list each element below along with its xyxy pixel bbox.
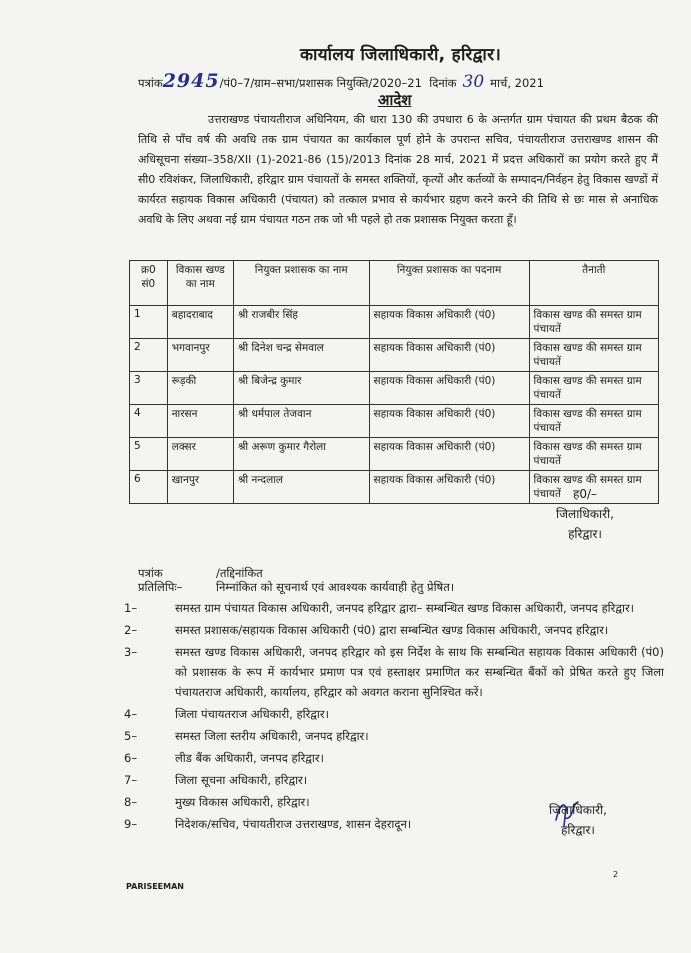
list-item-number: 4–	[124, 707, 138, 721]
cell-name: श्री नन्दलाल	[233, 471, 369, 504]
list-item-number: 5–	[124, 729, 138, 743]
list-item-number: 8–	[124, 795, 138, 809]
list-item-number: 2–	[124, 623, 138, 637]
table-row	[130, 438, 659, 471]
list-item-number: 9–	[124, 817, 138, 831]
order-heading: आदेश	[378, 91, 412, 109]
col-header-serial: क्र0 सं0	[130, 261, 168, 306]
col-header-name: नियुक्त प्रशासक का नाम	[233, 261, 369, 306]
list-item-text: लीड बैंक अधिकारी, जनपद हरिद्वार।	[175, 751, 324, 765]
table-row	[130, 339, 659, 372]
cell-block: रूड़की	[167, 372, 233, 405]
cell-serial: 2	[130, 339, 168, 372]
list-item-number: 3–	[124, 645, 138, 659]
signatory-title: जिलाधिकारी,	[549, 803, 607, 817]
signatory-place: हरिद्वार।	[561, 823, 595, 837]
cell-serial: 5	[130, 438, 168, 471]
list-item	[124, 704, 664, 724]
list-item	[124, 770, 664, 790]
date-rest: मार्च, 2021	[490, 76, 544, 90]
ref-suffix: /पं0–7/ग्राम–सभा/प्रशासक नियुक्ति/2020–21	[219, 76, 422, 90]
list-item-text: समस्त ग्राम पंचायत विकास अधिकारी, जनपद हरिद्वार द्वारा– सम्बन्धित खण्ड विकास अधिकारी, जनपद हरिद्वार।	[175, 601, 635, 615]
cell-block: नारसन	[167, 405, 233, 438]
cell-name: श्री अरूण कुमार गैरोला	[233, 438, 369, 471]
cell-block: लक्सर	[167, 438, 233, 471]
list-item-text: समस्त प्रशासक/सहायक विकास अधिकारी (पं0) द्वारा सम्बन्धित खण्ड विकास अधिकारी, जनपद हरिद्वार।	[175, 623, 609, 637]
ref-prefix: पत्रांक	[138, 76, 163, 90]
list-item-text: जिला सूचना अधिकारी, हरिद्वार।	[175, 773, 308, 787]
cell-serial: 1	[130, 306, 168, 339]
cell-posting: विकास खण्ड की समस्त ग्राम पंचायतें	[529, 339, 658, 372]
cell-designation: सहायक विकास अधिकारी (पं0)	[369, 306, 529, 339]
cell-name: श्री बिजेन्द्र कुमार	[233, 372, 369, 405]
table-header-row	[130, 261, 659, 306]
list-item-number: 6–	[124, 751, 138, 765]
signatory-title: जिलाधिकारी,	[556, 507, 614, 521]
list-item-text: मुख्य विकास अधिकारी, हरिद्वार।	[175, 795, 310, 809]
cell-name: श्री राजबीर सिंह	[233, 306, 369, 339]
cell-name: श्री दिनेश चन्द्र सेमवाल	[233, 339, 369, 372]
handwritten-date-day: 30	[462, 72, 485, 92]
cell-posting: विकास खण्ड की समस्त ग्राम पंचायतें	[529, 405, 658, 438]
cell-block: भगवानपुर	[167, 339, 233, 372]
cell-designation: सहायक विकास अधिकारी (पं0)	[369, 372, 529, 405]
order-body: उत्तराखण्ड पंचायतीराज अधिनियम, की धारा 130 की उपधारा 6 के अन्तर्गत ग्राम पंचायत की प्रथम बैठक की तिथि से पाँच वर्ष की अवधि तक ग्राम पंचायत का कार्यकाल पूर्ण होने के उपरान्त सचिव, पंचायतीराज उत्तराखण्ड शासन की अधिसूचना संख्या–358/XII (1)-2021-86 (15)/2013 दिनांक 28 मार्च, 2021 में प्रदत्त अधिकारों का प्रयोग करते हुए मैं सी0 रविशंकर, जिलाधिकारी, हरिद्वार ग्राम पंचायतों के समस्त शक्तियों, कृत्यों और कर्तव्यों के सम्पादन/निर्वहन हेतु विकास खण्डों में कार्यरत सहायक विकास अधिकारी (पंचायत) को तत्काल प्रभाव से कार्यभार ग्रहण करने करने की तिथि से छः मास से अनाधिक अवधि के लिए अथवा नई ग्राम पंचायत गठन तक जो भी पहले हो तक प्रशासक नियुक्त करता हूँ।	[138, 113, 658, 226]
cell-posting: विकास खण्ड की समस्त ग्राम पंचायतें	[529, 471, 658, 504]
list-item-text: समस्त खण्ड विकास अधिकारी, जनपद हरिद्वार को इस निर्देश के साथ कि सम्बन्धित सहायक विकास अधिकारी (पं0) को प्रशासक के रूप में कार्यभार प्रमाण पत्र एवं हस्ताक्षर प्रमाणित कर सम्बन्धित बैंकों को प्रेषित करते हुए जिला पंचायतराज अधिकारी, कार्यालय, हरिद्वार को अवगत कराना सुनिश्चित करें।	[175, 645, 664, 699]
cell-serial: 4	[130, 405, 168, 438]
date-label: दिनांक	[429, 76, 457, 90]
list-item	[124, 642, 664, 702]
cell-block: बहादराबाद	[167, 306, 233, 339]
cell-serial: 6	[130, 471, 168, 504]
handwritten-ref-number: 2945	[162, 70, 220, 92]
cell-designation: सहायक विकास अधिकारी (पं0)	[369, 471, 529, 504]
signed-mark: ह0/–	[572, 487, 598, 501]
table-row	[130, 372, 659, 405]
col-header-block: विकास खण्ड का नाम	[167, 261, 233, 306]
cell-designation: सहायक विकास अधिकारी (पं0)	[369, 405, 529, 438]
forwarding-ref-label: पत्रांक	[138, 566, 163, 580]
footer-code: PARISEEMAN	[126, 882, 184, 891]
signature-block-copy	[528, 800, 628, 840]
col-header-designation: नियुक्त प्रशासक का पदनाम	[369, 261, 529, 306]
signatory-place: हरिद्वार।	[568, 527, 602, 541]
list-item-number: 7–	[124, 773, 138, 787]
table-row	[130, 306, 659, 339]
cell-serial: 3	[130, 372, 168, 405]
cell-block: खानपुर	[167, 471, 233, 504]
list-item-text: निदेशक/सचिव, पंचायतीराज उत्तराखण्ड, शासन देहरादून।	[175, 817, 412, 831]
forwarding-ref-date: /तद्दिनांकित	[216, 566, 263, 580]
table-row	[130, 405, 659, 438]
copy-to-label: प्रतिलिपिः–	[138, 580, 183, 594]
list-item-number: 1–	[124, 601, 138, 615]
cell-name: श्री धर्मपाल तेजवान	[233, 405, 369, 438]
list-item-text: जिला पंचायतराज अधिकारी, हरिद्वार।	[175, 707, 329, 721]
cell-posting: विकास खण्ड की समस्त ग्राम पंचायतें	[529, 438, 658, 471]
cell-posting: विकास खण्ड की समस्त ग्राम पंचायतें	[529, 372, 658, 405]
list-item-text: समस्त जिला स्तरीय अधिकारी, जनपद हरिद्वार।	[175, 729, 369, 743]
page-number: 2	[613, 870, 619, 879]
list-item	[124, 748, 664, 768]
copy-to-intro: निम्नांकित को सूचनार्थ एवं आवश्यक कार्यवाही हेतु प्रेषित।	[216, 580, 455, 594]
office-title: कार्यालय जिलाधिकारी, हरिद्वार।	[300, 45, 502, 65]
cell-designation: सहायक विकास अधिकारी (पं0)	[369, 339, 529, 372]
list-item	[124, 598, 664, 618]
administrator-table	[129, 260, 659, 504]
list-item	[124, 620, 664, 640]
list-item	[124, 726, 664, 746]
cell-posting: विकास खण्ड की समस्त ग्राम पंचायतें	[529, 306, 658, 339]
reference-line	[138, 70, 544, 92]
cell-designation: सहायक विकास अधिकारी (पं0)	[369, 438, 529, 471]
signature-block-order	[540, 484, 630, 544]
col-header-posting: तैनाती	[529, 261, 658, 306]
